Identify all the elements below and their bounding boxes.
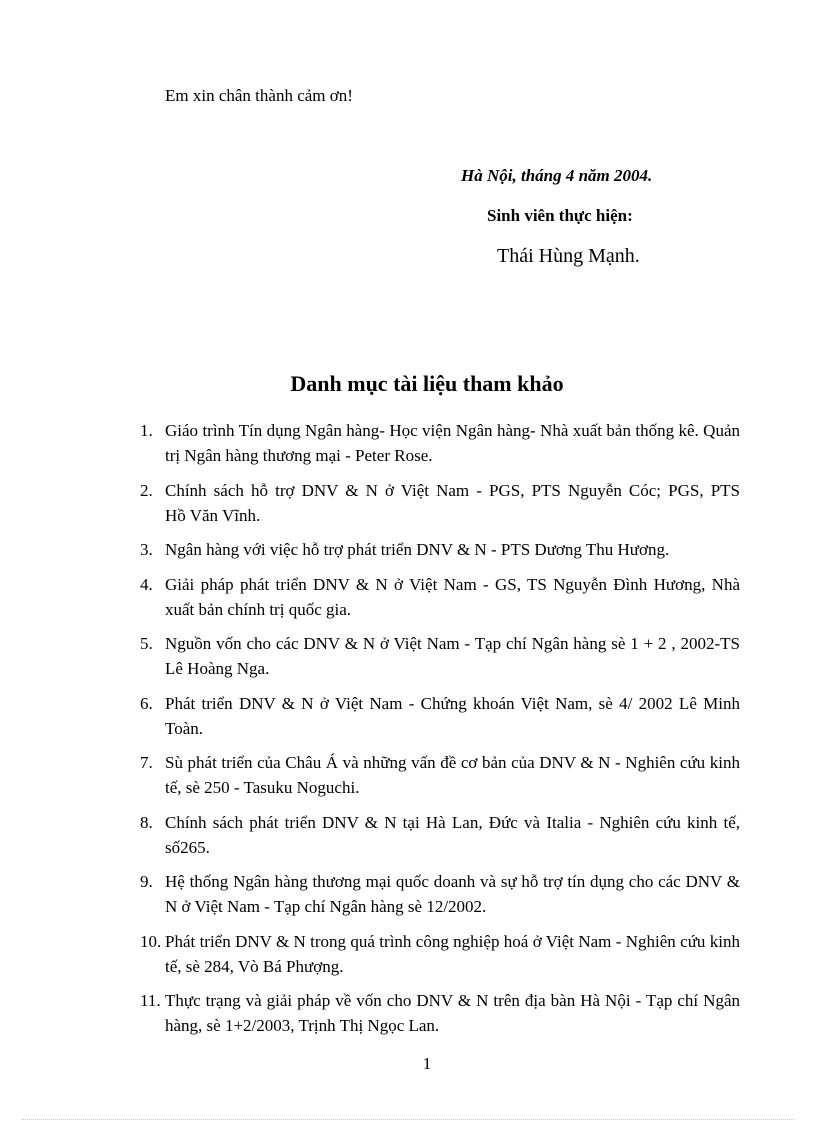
- page-number: 1: [422, 1054, 432, 1073]
- reference-number: 5.: [140, 634, 153, 653]
- reference-text: Chính sách phát triển DNV & N tại Hà Lan, Đức và Italia - Nghiên cứu kinh tế, số265.: [165, 812, 740, 857]
- reference-text: Chính sách hỗ trợ DNV & N ở Việt Nam - PGS, PTS Nguyễn Cóc; PGS, PTS Hồ Văn Vĩnh.: [165, 480, 774, 525]
- reference-item: [140, 537, 740, 562]
- reference-item: [140, 631, 740, 681]
- reference-text: Giải pháp phát triển DNV & N ở Việt Nam - GS, TS Nguyễn Đình Hương, Nhà xuất bản chính trị quốc gia.: [165, 574, 740, 619]
- reference-text: Giáo trình Tín dụng Ngân hàng- Học viện Ngân hàng- Nhà xuất bản thống kê. Quản trị Ngân hàng thương mại - Peter Rose.: [165, 421, 740, 465]
- closing-role: Sinh viên thực hiện:: [487, 206, 633, 225]
- reference-number: 8.: [140, 812, 153, 832]
- author-name: Thái Hùng Mạnh.: [497, 245, 640, 267]
- reference-item: [140, 572, 740, 622]
- reference-item: [140, 929, 740, 979]
- reference-text: Phát triển DNV & N trong quá trình công nghiệp hoá ở Việt Nam - Nghiên cứu kinh tế, sè 284, Vò Bá Phượng.: [165, 931, 740, 976]
- reference-number: 1.: [140, 421, 153, 440]
- reference-item: [140, 478, 774, 528]
- reference-item: [140, 750, 740, 800]
- page-border: [22, 1119, 794, 1120]
- reference-text: Thực trạng và giải pháp về vốn cho DNV & N trên địa bàn Hà Nội - Tạp chí Ngân hàng, sè 1+2/2003, Trịnh Thị Ngọc Lan.: [165, 991, 740, 1035]
- reference-number: 9.: [140, 872, 153, 891]
- references-title: Danh mục tài liệu tham khảo: [290, 371, 564, 396]
- reference-number: 10.: [140, 931, 162, 951]
- reference-number: 6.: [140, 693, 153, 713]
- reference-item: [140, 418, 740, 468]
- reference-text: Phát triển DNV & N ở Việt Nam - Chứng khoán Việt Nam, sè 4/ 2002 Lê Minh Toàn.: [165, 693, 740, 738]
- reference-number: 2.: [140, 480, 153, 500]
- reference-number: 7.: [140, 753, 153, 772]
- reference-number: 3.: [140, 540, 153, 559]
- reference-item: [140, 869, 740, 919]
- reference-item: [140, 810, 740, 860]
- reference-text: Ngân hàng với việc hỗ trợ phát triển DNV & N - PTS Dương Thu Hương.: [165, 540, 670, 559]
- reference-number: 11.: [140, 991, 161, 1010]
- reference-text: Sù phát triển của Châu Á và những vấn đề cơ bản của DNV & N - Nghiên cứu kinh tế, sè 250 - Tasuku Noguchi.: [165, 753, 740, 797]
- reference-number: 4.: [140, 574, 153, 594]
- reference-text: Hệ thống Ngân hàng thương mại quốc doanh và sự hỗ trợ tín dụng cho các DNV & N ở Việt Nam - Tạp chí Ngân hàng sè 12/2002.: [165, 872, 740, 916]
- closing-thanks: Em xin chân thành cảm ơn!: [165, 86, 353, 105]
- closing-date: Hà Nội, tháng 4 năm 2004.: [461, 166, 653, 185]
- reference-item: [140, 988, 740, 1038]
- reference-text: Nguồn vốn cho các DNV & N ở Việt Nam - Tạp chí Ngân hàng sè 1 + 2 , 2002-TS Lê Hoàng Nga.: [165, 634, 740, 678]
- reference-item: [140, 691, 740, 741]
- references-list: [140, 418, 774, 1048]
